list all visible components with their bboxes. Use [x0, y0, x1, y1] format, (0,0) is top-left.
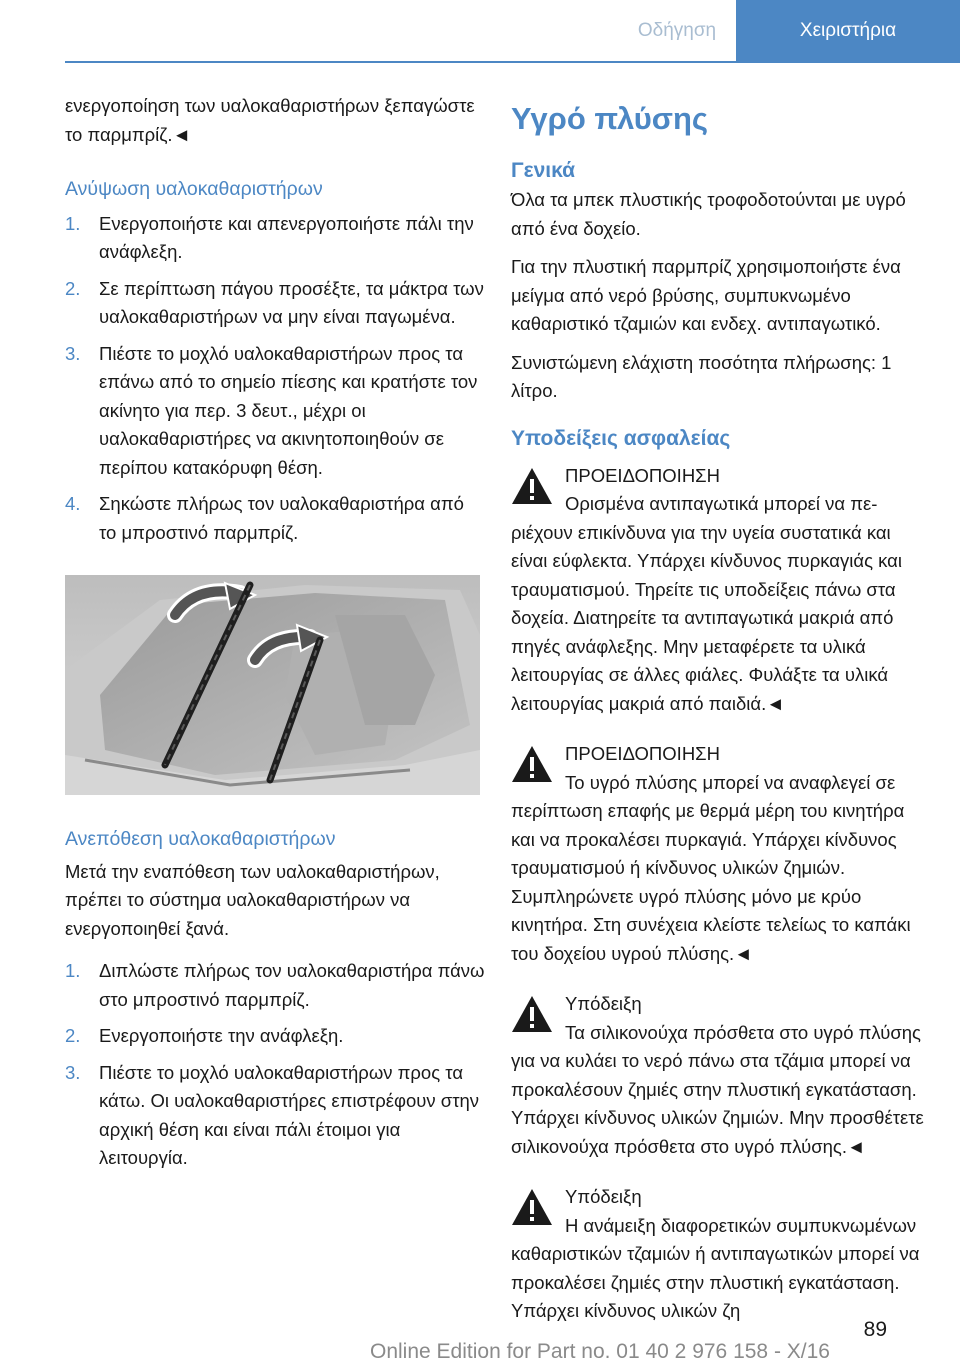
step-number: 3.: [65, 342, 81, 364]
step-number: 1.: [65, 960, 81, 981]
lift-steps-list: [65, 210, 485, 548]
wiper-illustration-svg: [65, 575, 480, 795]
note-block: [511, 990, 931, 1161]
warning-block: [511, 462, 931, 719]
general-paragraph-1: Όλα τα μπεκ πλυστικής τροφοδοτούνται με υγρό από ένα δοχείο.: [511, 189, 906, 239]
step-number: 3.: [65, 1061, 81, 1083]
intro-text: ενεργοποίηση των υαλοκαθαριστήρων ξεπαγώστε το παρμπρίζ.◄: [65, 95, 475, 145]
lower-steps-list: [65, 957, 485, 1173]
lift-wipers-heading: Ανύψωση υαλοκαθαριστήρων: [65, 178, 323, 200]
step-text: Σηκώστε πλήρως τον υαλοκαθαριστήρα από το μπροστινό παρμπρίζ.: [99, 493, 464, 543]
warning-title: ΠΡΟΕΙΔΟΠΟΙΗΣΗ: [565, 464, 720, 486]
warning-text: Ορισμένα αντιπαγωτικά μπορεί να περιέχουν επικίνδυνα για την υγεία συστατικά και είναι εύφλεκτα. Υπάρχει κίνδυνος πυρκαγιάς και τραυματισμού. Τηρείτε τις υποδείξεις πάνω στα δοχεία. Διατηρείτε τα αντιπαγωτικά μακριά από πηγές ανάφλεξης. Μην μεταφέρετε τα υλικά λειτουργίας σε άλλες φιάλες. Φυλάξτε τα υλικά λειτουργίας μακριά από παιδιά.◄: [511, 493, 902, 714]
note-title: Υπόδειξη: [565, 1186, 642, 1207]
step-number: 2.: [65, 277, 81, 299]
step-number: 1.: [65, 212, 81, 234]
step-text: Ενεργοποιήστε την ανάφλεξη.: [99, 1025, 344, 1046]
list-item: [65, 957, 485, 1014]
safety-heading: Υποδείξεις ασφαλείας: [511, 426, 731, 450]
step-text: Πιέστε το μοχλό υαλοκαθαριστήρων προς τα κάτω. Οι υαλοκαθαριστήρες επιστρέφουν στην αρχική θέση και είναι πάλι έτοιμοι για λειτουργία.: [99, 1061, 480, 1168]
tab-controls[interactable]: Χειριστήρια: [736, 0, 960, 61]
wiper-illustration: [65, 575, 480, 795]
step-text: Ενεργοποιήστε και απενεργοποιήστε πάλι την ανάφλεξη.: [99, 212, 474, 262]
list-item: [65, 1022, 485, 1051]
right-column: [511, 100, 931, 1326]
note-text: Τα σιλικονούχα πρόσθετα στο υγρό πλύσης για να κυλάει το νερό πάνω στα τζάμια μπορεί να προκαλέσουν ζημιές στην πλυστική εγκατάσταση. Υπάρχει κίνδυνος υλικών ζημιών. Μην προσθέτετε σιλικονούχα πρόσθετα στο υγρό πλύσης.◄: [511, 1021, 924, 1157]
tab-driving[interactable]: Οδήγηση: [618, 0, 736, 61]
header-tabs: [618, 0, 960, 61]
list-item: [65, 210, 485, 267]
warning-block: [511, 740, 931, 968]
warning-triangle-icon: [511, 467, 553, 505]
edition-label: Online Edition for Part no. 01 40 2 976 158 - X/16: [370, 1340, 830, 1363]
step-text: Διπλώστε πλήρως τον υαλοκαθαριστήρα πάνω στο μπροστινό παρμπρίζ.: [99, 960, 485, 1010]
warning-triangle-icon: [511, 745, 553, 783]
step-text: Πιέστε το μοχλό υαλοκαθαριστήρων προς τα επάνω από το σημείο πίεσης και κρατήστε τον ακίνητο για περ. 3 δευτ., μέχρι οι υαλοκαθαριστήρες να ακινητοποιηθούν σε περίπου κατακόρυφη θέση.: [99, 342, 478, 478]
warning-title: ΠΡΟΕΙΔΟΠΟΙΗΣΗ: [565, 743, 720, 764]
page-title: Υγρό πλύσης: [511, 101, 709, 136]
step-number: 2.: [65, 1025, 81, 1046]
page-footer: [0, 1318, 960, 1362]
warning-triangle-icon: [511, 1188, 553, 1226]
left-column: [65, 92, 485, 1181]
header-divider: [65, 61, 960, 63]
list-item: [65, 1059, 485, 1173]
general-paragraph-3: Συνιστώμενη ελάχιστη ποσότητα πλήρωσης: 1 λίτρο.: [511, 351, 892, 401]
list-item: [65, 340, 485, 483]
warning-text: Το υγρό πλύσης μπορεί να αναφλεγεί σε περίπτωση επαφής με θερμά μέρη του κινητήρα και να προκαλέσει πυρκαγιά. Υπάρχει κίνδυνος τραυματισμού ή κίνδυνος υλικών ζημιών. Συμπληρώνετε υγρό πλύσης μόνο με κρύο κινητήρα. Στη συνέχεια κλείστε τελείως το καπάκι του δοχείου υγρού πλύσης.◄: [511, 771, 911, 964]
step-text: Σε περίπτωση πάγου προσέξτε, τα μάκτρα των υαλοκαθαριστήρων να μην είναι παγωμένα.: [99, 277, 484, 327]
note-block: [511, 1183, 931, 1326]
note-title: Υπόδειξη: [565, 993, 642, 1014]
note-text: Η ανάμειξη διαφορετικών συμπυκνωμένων καθαριστικών τζαμιών ή αντιπαγωτικών μπορεί να προκαλέσει ζημιές στην πλυστική εγκατάσταση. Υπάρχει κίνδυνος υλικών ζη: [511, 1214, 920, 1321]
general-paragraph-2: Για την πλυστική παρμπρίζ χρησιμοποιήστε ένα μείγμα από νερό βρύσης, συμπυκνωμένο καθαριστικό τζαμιών και ενδεχ. αντιπαγωτικό.: [511, 256, 901, 334]
general-heading: Γενικά: [511, 159, 576, 182]
lower-wipers-intro: Μετά την εναπόθεση των υαλοκαθαριστήρων, πρέπει το σύστημα υαλοκαθαριστήρων να ενεργοποιηθεί ξανά.: [65, 860, 440, 939]
step-number: 4.: [65, 493, 81, 514]
list-item: [65, 275, 485, 332]
page-number: 89: [863, 1318, 887, 1341]
warning-triangle-icon: [511, 995, 553, 1033]
lower-wipers-heading: Ανεπόθεση υαλοκαθαριστήρων: [65, 828, 336, 850]
list-item: [65, 490, 485, 547]
